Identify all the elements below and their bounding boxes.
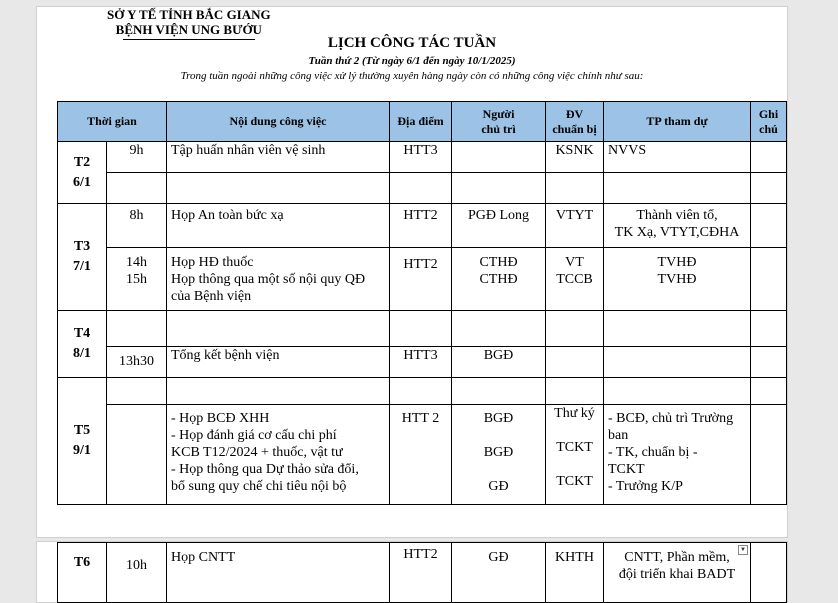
host-cell: PGĐ Long bbox=[452, 204, 546, 248]
prep-cell: VT TCCB bbox=[546, 248, 604, 311]
place-cell: HTT3 bbox=[390, 347, 452, 378]
content-cell: - Họp BCĐ XHH - Họp đánh giá cơ cấu chi phí KCB T12/2024 + thuốc, vật tư - Họp thông qua Dự thảo sửa đổi, bổ sung quy chế chi tiêu nội bộ bbox=[167, 405, 390, 505]
hospital-name: BỆNH VIỆN UNG BƯỚU bbox=[115, 22, 262, 37]
host-cell: BGĐ BGĐ GĐ bbox=[452, 405, 546, 505]
department-name: SỞ Y TẾ TỈNH BẮC GIANG bbox=[107, 7, 271, 22]
host-cell: BGĐ bbox=[452, 347, 546, 378]
host-cell bbox=[452, 142, 546, 173]
prep-cell: KSNK bbox=[546, 142, 604, 173]
time-cell: 14h 15h bbox=[107, 248, 167, 311]
day-cell-t2: T2 6/1 bbox=[58, 142, 107, 204]
col-header-content: Nội dung công việc bbox=[167, 102, 390, 142]
note-cell bbox=[751, 543, 787, 603]
time-cell: 9h bbox=[107, 142, 167, 173]
note-cell bbox=[751, 405, 787, 505]
note-cell bbox=[751, 204, 787, 248]
place-cell: HTT 2 bbox=[390, 405, 452, 505]
content-cell: Họp HĐ thuốc Họp thông qua một số nội quy QĐ của Bệnh viện bbox=[167, 248, 390, 311]
table-header-row bbox=[58, 102, 787, 142]
table-row bbox=[58, 543, 787, 603]
time-cell: 10h bbox=[107, 543, 167, 603]
intro-text: Trong tuần ngoài những công việc xử lý thường xuyên hàng ngày còn có những công việc chính như sau: bbox=[180, 70, 644, 82]
document-page-2 bbox=[36, 541, 788, 603]
host-cell: GĐ bbox=[452, 543, 546, 603]
schedule-table-continued bbox=[57, 542, 787, 603]
table-row bbox=[58, 347, 787, 378]
col-header-participants: TP tham dự bbox=[604, 102, 751, 142]
place-cell: HTT3 bbox=[390, 142, 452, 173]
time-cell: 8h bbox=[107, 204, 167, 248]
table-row bbox=[58, 378, 787, 405]
note-cell bbox=[751, 248, 787, 311]
col-header-place: Địa điểm bbox=[390, 102, 452, 142]
content-cell: Tập huấn nhân viên vệ sinh bbox=[167, 142, 390, 173]
note-cell bbox=[751, 142, 787, 173]
participants-cell: NVVS bbox=[604, 142, 751, 173]
participants-cell: - BCĐ, chủ trì Trường ban - TK, chuẩn bị - TCKT - Trưởng K/P bbox=[604, 405, 751, 505]
table-row bbox=[58, 405, 787, 505]
week-subtitle: Tuần thứ 2 (Từ ngày 6/1 đến ngày 10/1/2025) bbox=[308, 55, 516, 67]
place-cell: HTT2 bbox=[390, 248, 452, 311]
col-header-prep: ĐV chuẩn bị bbox=[546, 102, 604, 142]
day-cell-t3: T3 7/1 bbox=[58, 204, 107, 311]
host-cell: CTHĐ CTHĐ bbox=[452, 248, 546, 311]
table-row bbox=[58, 142, 787, 173]
dropdown-handle-icon[interactable]: ▼ bbox=[738, 545, 748, 555]
table-row bbox=[58, 248, 787, 311]
time-cell: 13h30 bbox=[107, 347, 167, 378]
col-header-time: Thời gian bbox=[58, 102, 167, 142]
table-row bbox=[58, 173, 787, 204]
content-cell: Họp An toàn bức xạ bbox=[167, 204, 390, 248]
page-title: LỊCH CÔNG TÁC TUẦN bbox=[327, 35, 497, 51]
day-cell-t4: T4 8/1 bbox=[58, 311, 107, 378]
col-header-host: Người chủ trì bbox=[452, 102, 546, 142]
participants-cell: Thành viên tổ, TK Xạ, VTYT,CĐHA bbox=[604, 204, 751, 248]
content-cell: Tổng kết bệnh viện bbox=[167, 347, 390, 378]
prep-cell: Thư ký TCKT TCKT bbox=[546, 405, 604, 505]
col-header-note: Ghi chú bbox=[751, 102, 787, 142]
prep-cell: KHTH bbox=[546, 543, 604, 603]
content-cell: Họp CNTT bbox=[167, 543, 390, 603]
table-row bbox=[58, 204, 787, 248]
participants-cell: TVHĐ TVHĐ bbox=[604, 248, 751, 311]
day-cell-t6: T6 bbox=[58, 543, 107, 603]
place-cell: HTT2 bbox=[390, 204, 452, 248]
schedule-table bbox=[57, 101, 787, 505]
day-cell-t5: T5 9/1 bbox=[58, 378, 107, 505]
document-page-1 bbox=[36, 6, 788, 538]
place-cell: HTT2 bbox=[390, 543, 452, 603]
participants-cell: CNTT, Phần mềm, đội triển khai BADT ▼ bbox=[604, 543, 751, 603]
prep-cell: VTYT bbox=[546, 204, 604, 248]
table-row bbox=[58, 311, 787, 347]
